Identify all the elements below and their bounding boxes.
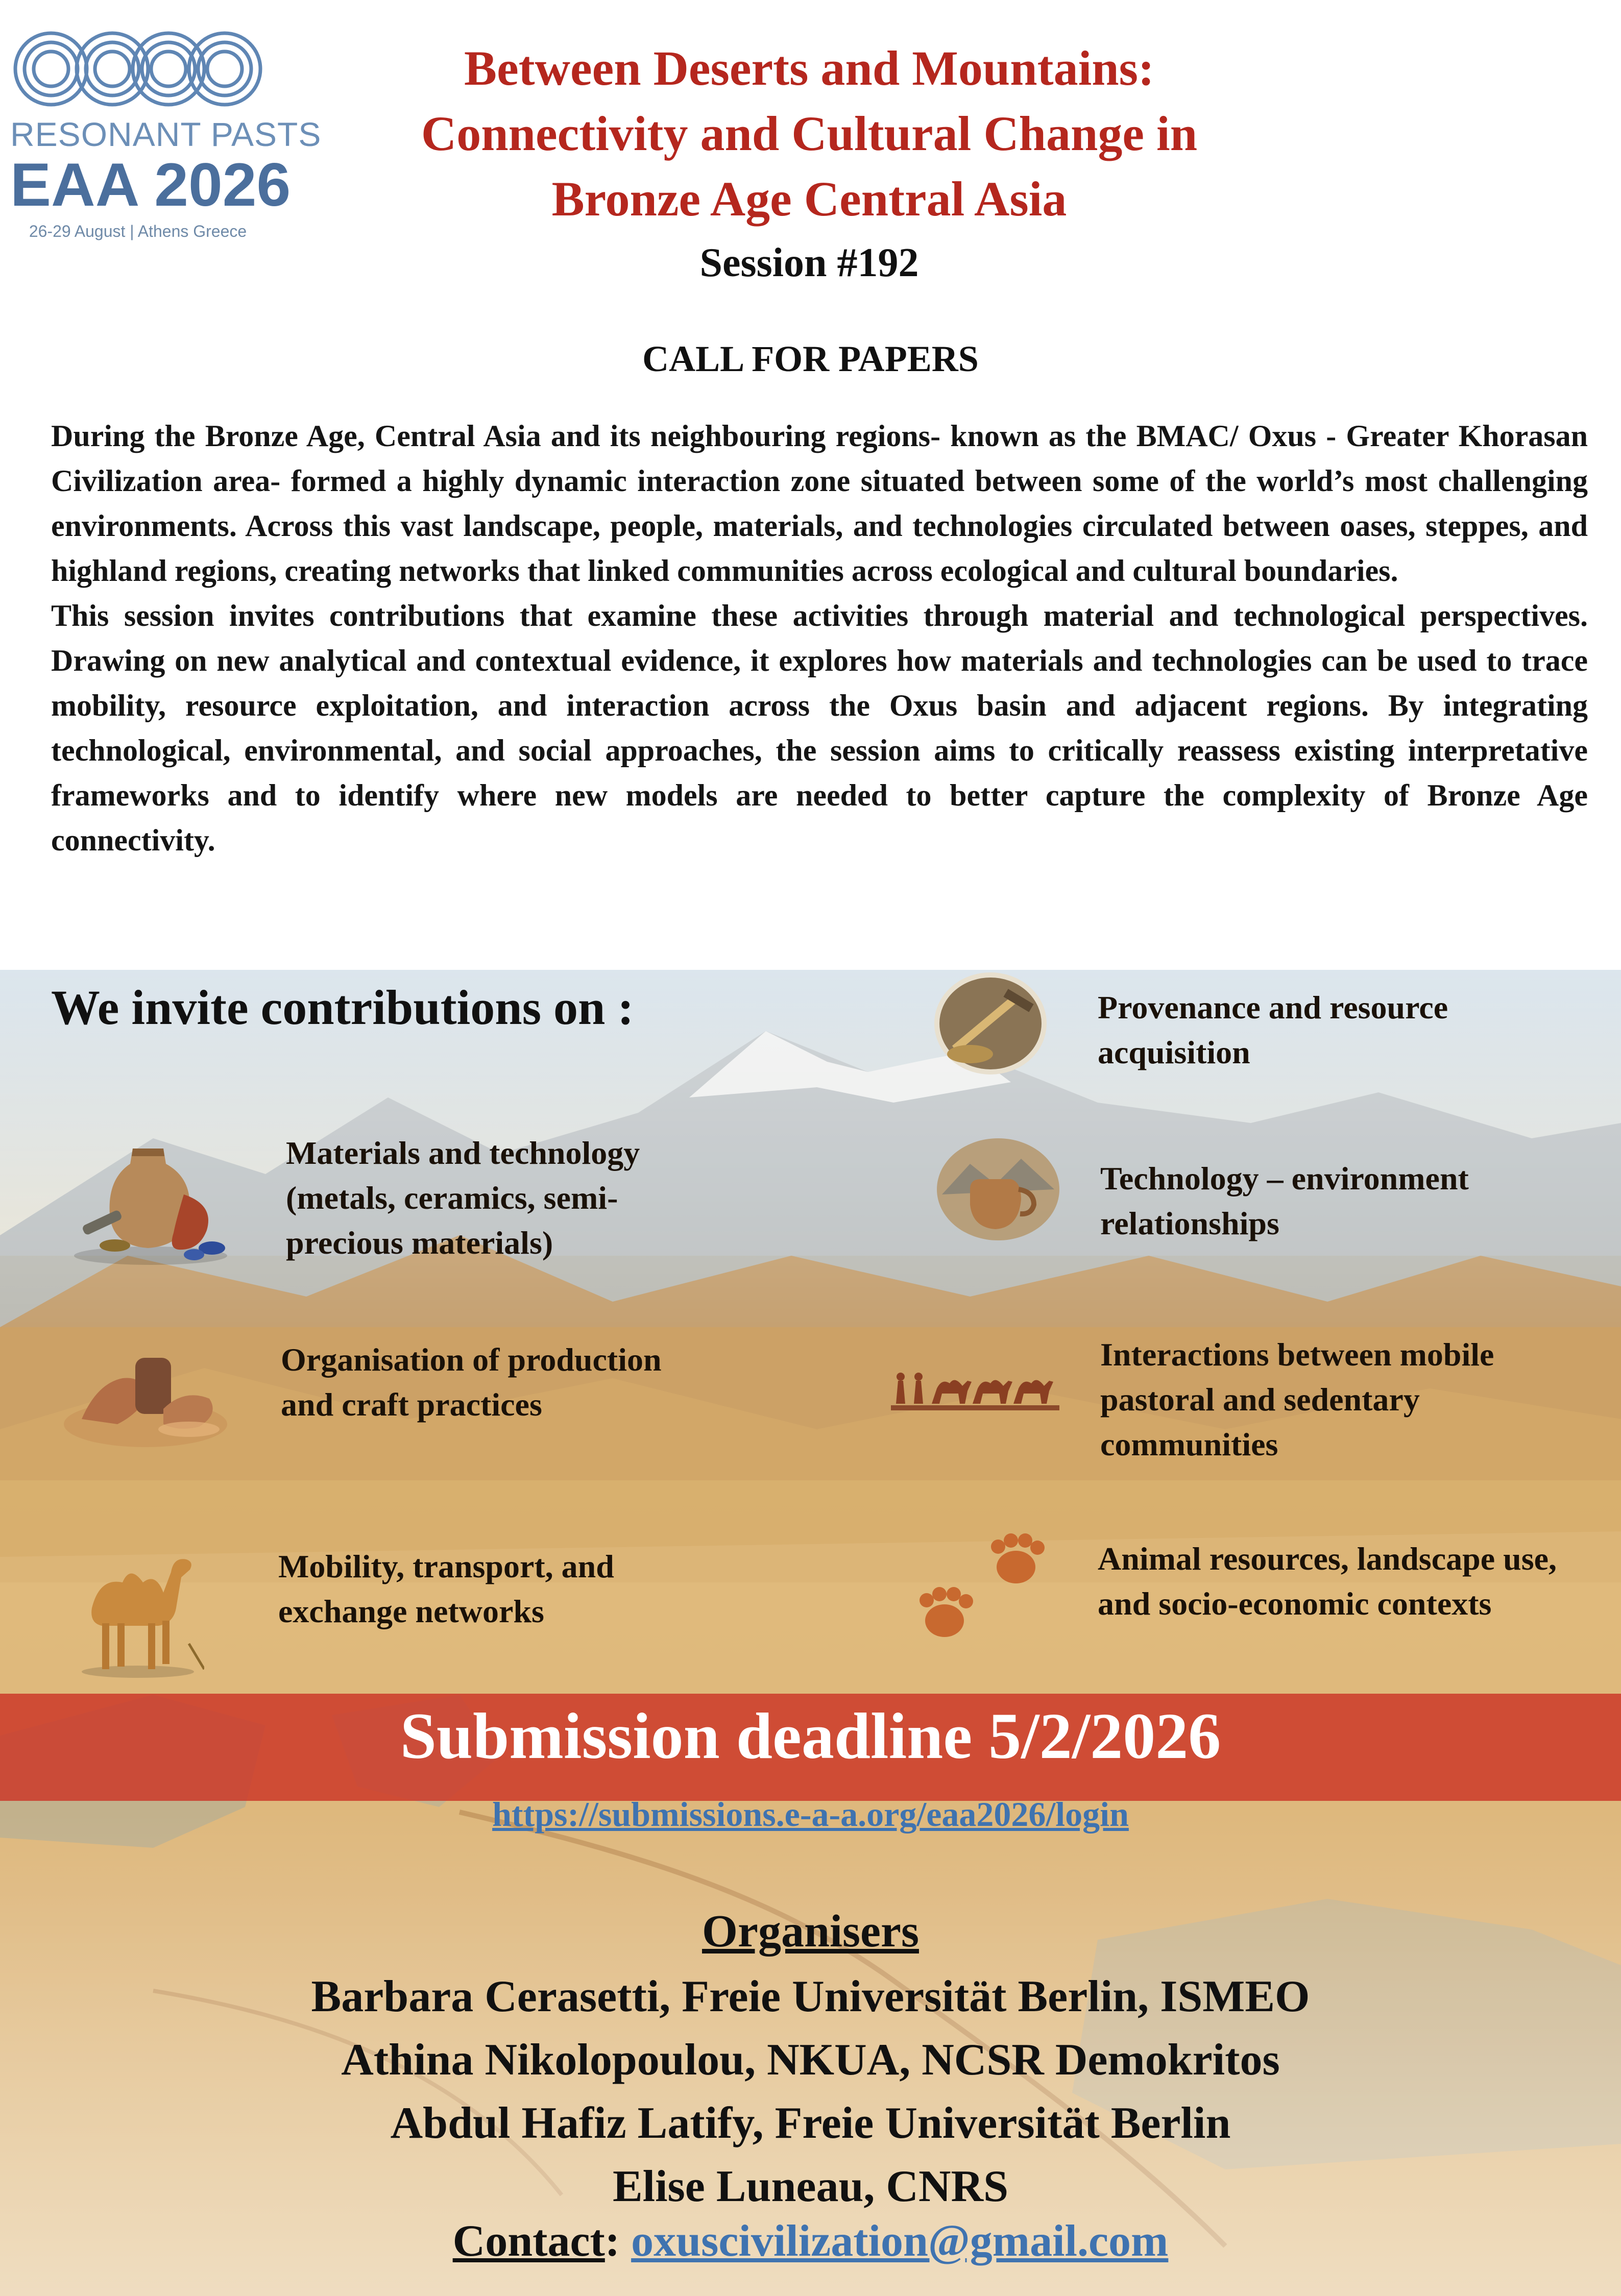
logo-tagline: RESONANT PASTS (10, 115, 322, 153)
topic-production-organisation: Organisation of production and craft practices (281, 1341, 662, 1423)
contact-line (0, 2215, 1621, 2267)
topic-provenance: Provenance and resource acquisition (1098, 989, 1448, 1070)
organiser-name: Athina Nikolopoulou, NKUA, NCSR Demokritos (341, 2035, 1280, 2085)
organiser-name: Barbara Cerasetti, Freie Universität Berlin, ISMEO (311, 1972, 1310, 2021)
topic-mobile-sedentary-interactions: Interactions between mobile pastoral and sedentary communities (1100, 1336, 1494, 1462)
intro-paragraph: This session invites contributions that examine these activities through material and technological perspectives. Drawing on new analytical and contextual evidence, it explores how materials and technologies can be used to trace mobility, resource exploitation, and interaction across the Oxus basin and adjacent regions. By integrating technological, environmental, and social approaches, the session aims to critically reassess existing interpretative frameworks and to identify where new models are needed to better capture the complexity of Bronze Age connectivity. (51, 599, 1588, 857)
intro-text (51, 413, 1588, 863)
topic-animal-resources: Animal resources, landscape use, and socio-economic contexts (1098, 1541, 1557, 1622)
topic-mobility-exchange: Mobility, transport, and exchange networks (278, 1548, 614, 1629)
organiser-name: Abdul Hafiz Latify, Freie Universität Berlin (390, 2098, 1231, 2148)
mining-tools-icon (934, 972, 1047, 1074)
contact-email-link[interactable]: oxuscivilization@gmail.com (631, 2216, 1169, 2266)
call-for-papers-heading: CALL FOR PAPERS (642, 338, 979, 379)
organisers-list (0, 1965, 1621, 2218)
organisers-heading: Organisers (702, 1906, 919, 1957)
session-title (286, 36, 1333, 232)
title-line: Bronze Age Central Asia (551, 172, 1067, 226)
submission-deadline: Submission deadline 5/2/2026 (400, 1700, 1221, 1772)
intro-paragraph: During the Bronze Age, Central Asia and its neighbouring regions- known as the BMAC/ Oxus - Greater Khorasan Civilization area- formed a highly dynamic interaction zone situated between some of the world’s most challenging environments. Across this vast landscape, people, materials, and technologies circulated between oases, steppes, and highland regions, creating networks that linked communities across ecological and cultural boundaries. (51, 419, 1588, 588)
contact-label: Contact (452, 2216, 605, 2266)
contact-separator: : (604, 2216, 620, 2266)
pottery-icon (66, 1128, 235, 1266)
session-number: Session #192 (699, 240, 919, 285)
title-line: Between Deserts and Mountains: (464, 41, 1154, 95)
title-line: Connectivity and Cultural Change in (421, 106, 1198, 161)
logo-title: EAA 2026 (10, 151, 291, 219)
vessel-landscape-icon (934, 1133, 1062, 1245)
logo-dates: 26-29 August | Athens Greece (29, 222, 247, 240)
linked-rings-icon (10, 20, 265, 110)
eaa-logo (10, 20, 322, 240)
craft-hands-icon (61, 1348, 230, 1450)
topic-materials-technology: Materials and technology (metals, ceramics, semi-precious materials) (286, 1135, 640, 1261)
paw-print-icon (909, 1531, 1072, 1649)
camel-icon (71, 1542, 204, 1679)
contributions-heading: We invite contributions on : (51, 980, 634, 1035)
organiser-name: Elise Luneau, CNRS (612, 2162, 1009, 2211)
submission-link[interactable]: https://submissions.e-a-a.org/eaa2026/login (492, 1795, 1129, 1834)
caravan-icon (891, 1360, 1059, 1416)
topic-technology-environment: Technology – environment relationships (1100, 1160, 1469, 1241)
